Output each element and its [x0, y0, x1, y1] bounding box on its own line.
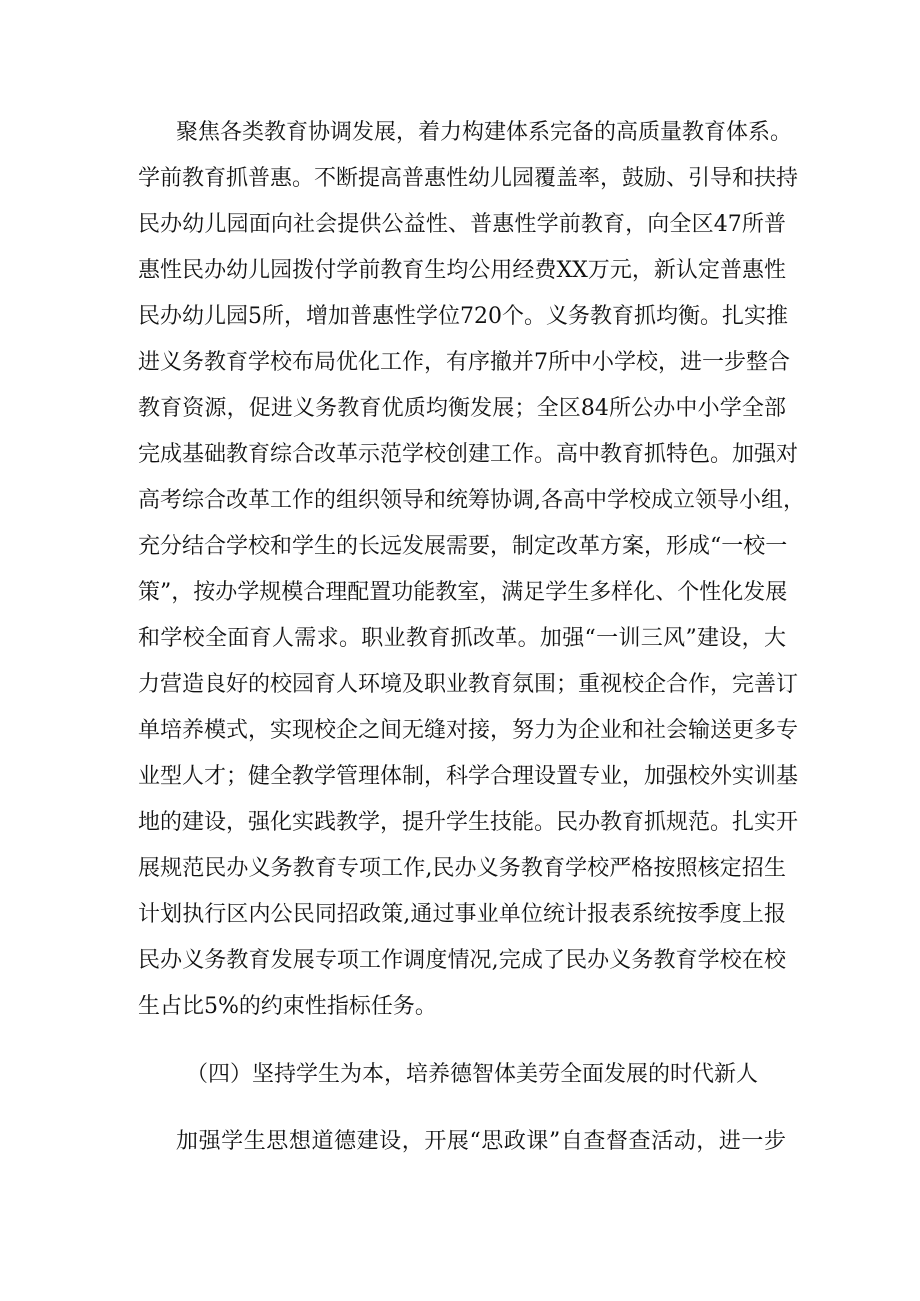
paragraph-line: 展规范民办义务教育专项工作,民办义务教育学校严格按照核定招生	[138, 856, 786, 881]
paragraph-line: 加强学生思想道德建设，开展“思政课”自查督查活动，进一步	[176, 1129, 786, 1154]
paragraph-line: 地的建设，强化实践教学，提升学生技能。民办教育抓规范。扎实开	[138, 810, 799, 835]
paragraph-line: 策”，按办学规模合理配置功能教室，满足学生多样化、个性化发展	[138, 580, 788, 605]
paragraph-line: 学前教育抓普惠。不断提高普惠性幼儿园覆盖率，鼓励、引导和扶持	[138, 166, 799, 191]
paragraph-line: 生占比5%的约束性指标任务。	[138, 994, 437, 1019]
paragraph-line: 业型人才；健全教学管理体制，科学合理设置专业，加强校外实训基	[138, 764, 799, 789]
paragraph-line: 惠性民办幼儿园拨付学前教育生均公用经费XX万元，新认定普惠性	[138, 258, 786, 283]
paragraph-line: 进义务教育学校布局优化工作，有序撤并7所中小学校，进一步整合	[138, 350, 790, 375]
paragraph-line: 单培养模式，实现校企之间无缝对接，努力为企业和社会输送更多专	[138, 718, 799, 743]
paragraph-line: 教育资源，促进义务教育优质均衡发展；全区84所公办中小学全部	[138, 396, 786, 421]
section-heading: （四）坚持学生为本，培养德智体美劳全面发展的时代新人	[186, 1062, 759, 1087]
paragraph-line: 计划执行区内公民同招政策,通过事业单位统计报表系统按季度上报	[138, 902, 786, 927]
paragraph-line: 力营造良好的校园育人环境及职业教育氛围；重视校企合作，完善订	[138, 672, 799, 697]
paragraph-line: 民办义务教育发展专项工作调度情况,完成了民办义务教育学校在校	[138, 948, 786, 973]
paragraph-line: 和学校全面育人需求。职业教育抓改革。加强“一训三风”建设，大	[138, 626, 786, 651]
paragraph-line: 高考综合改革工作的组织领导和统筹协调,各高中学校成立领导小组，	[138, 488, 805, 513]
paragraph-line: 民办幼儿园5所，增加普惠性学位720个。义务教育抓均衡。扎实推	[138, 304, 788, 329]
paragraph-line: 完成基础教育综合改革示范学校创建工作。高中教育抓特色。加强对	[138, 442, 799, 467]
paragraph-line: 民办幼儿园面向社会提供公益性、普惠性学前教育，向全区47所普	[138, 212, 786, 237]
paragraph-line: 充分结合学校和学生的长远发展需要，制定改革方案，形成“一校一	[138, 534, 788, 559]
paragraph-line: 聚焦各类教育协调发展，着力构建体系完备的高质量教育体系。	[176, 120, 793, 145]
